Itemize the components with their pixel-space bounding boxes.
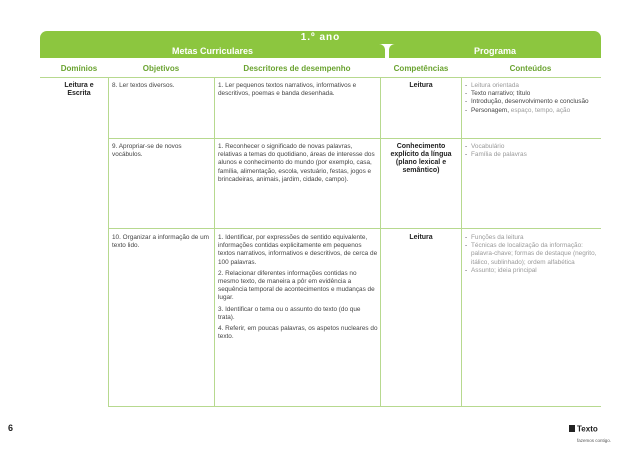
column-header-dominios: Domínios [60,64,98,73]
publisher-logo [569,420,611,443]
column-divider [214,77,215,406]
conteudo-item [465,107,598,115]
descritores-cell [218,143,376,187]
header-divider [40,77,601,78]
conteudo-item: - Funções da leitura [465,234,598,242]
conteudo-item: - Vocabulário [465,143,598,151]
competencia-cell: Leitura [409,234,433,241]
row-divider [108,138,601,139]
descritor: 3. Identificar o tema ou o assunto do texto (do que trata). [218,305,361,321]
conteudo-item-visible [471,107,570,114]
descritores-cell [218,82,376,101]
conteudos-list [465,82,598,115]
descritor: 1. Reconhecer o significado de novas palavras, relativas a temas do quotidiano, áreas de interesse dos alunos e conhecimento do mundo (por exemplo, casa, família, alimentação, escola, vestuário, festas, jogos e brincadeiras, animais, jardim, cidade, campo). [218,143,375,183]
conteudo-item: - Assunto; ideia principal [465,267,598,275]
logo-name: Texto [577,424,598,434]
objetivo-cell: 10. Organizar a informação de um texto lido. [112,234,209,250]
conteudos-cell [465,82,598,115]
column-header-objetivos: Objetivos [142,64,180,73]
column-divider [380,77,381,406]
descritor: 1. Ler pequenos textos narrativos, informativos e descritivos, poemas e banda desenhada. [218,82,357,98]
conteudos-cell [465,143,598,159]
column-header-descritores: Descritores de desempenho [243,64,351,73]
column-divider [108,77,109,406]
objetivo-cell: 8. Ler textos diversos. [112,82,175,89]
descritor: 4. Referir, em poucas palavras, os aspetos nucleares do texto. [218,325,378,341]
conteudos-cell [465,234,598,275]
descritor: 1. Identificar, por expressões de sentido equivalente, informações contidas explicitamente em pequenos textos narrativos, informativos e descritivos, de cerca de 100 palavras. [218,234,378,266]
year-banner: 1.º ano [40,31,601,44]
conteudo-item: - Técnicas de localização da informação: palavra-chave; formas de destaque (negrito, itálico, sublinhado); ordem alfabética [465,242,598,267]
column-header-conteudos: Conteúdos [509,64,552,73]
group-header-row [40,44,601,58]
competencia-cell: Leitura [409,82,433,89]
metas-curriculares-header: Metas Curriculares [40,44,385,58]
column-divider [461,77,462,406]
row-divider [108,228,601,229]
conteudo-item: - Introdução, desenvolvimento e conclusão [465,98,598,106]
conteudo-item: - Texto narrativo; título [465,90,598,98]
descritor: 2. Relacionar diferentes informações contidas no mesmo texto, de maneira a pôr em evidência a sequência temporal de acontecimentos e mudanças de lugar. [218,269,375,302]
conteudo-item: - Família de palavras [465,151,598,159]
conteudos-list [465,234,598,275]
logo-tagline: fazemos contigo. [577,438,612,443]
domain-label: Leitura e Escrita [64,82,94,97]
conteudo-item-part: Personagem, [471,106,511,114]
conteudos-list [465,143,598,159]
conteudo-item-part: espaço, tempo, ação [510,106,571,114]
page-number: 6 [8,423,14,433]
table-bottom-line [108,406,601,407]
conteudo-item: - Leitura orientada [465,82,598,90]
programa-header: Programa [389,44,601,58]
column-header-competencias: Competências [393,64,449,73]
competencia-cell: Conhecimento explícito da língua (plano lexical e semântico) [390,143,452,174]
logo-mark-icon [569,425,575,432]
objetivo-cell: 9. Apropriar-se de novos vocábulos. [112,143,182,159]
descritores-cell [218,234,378,344]
